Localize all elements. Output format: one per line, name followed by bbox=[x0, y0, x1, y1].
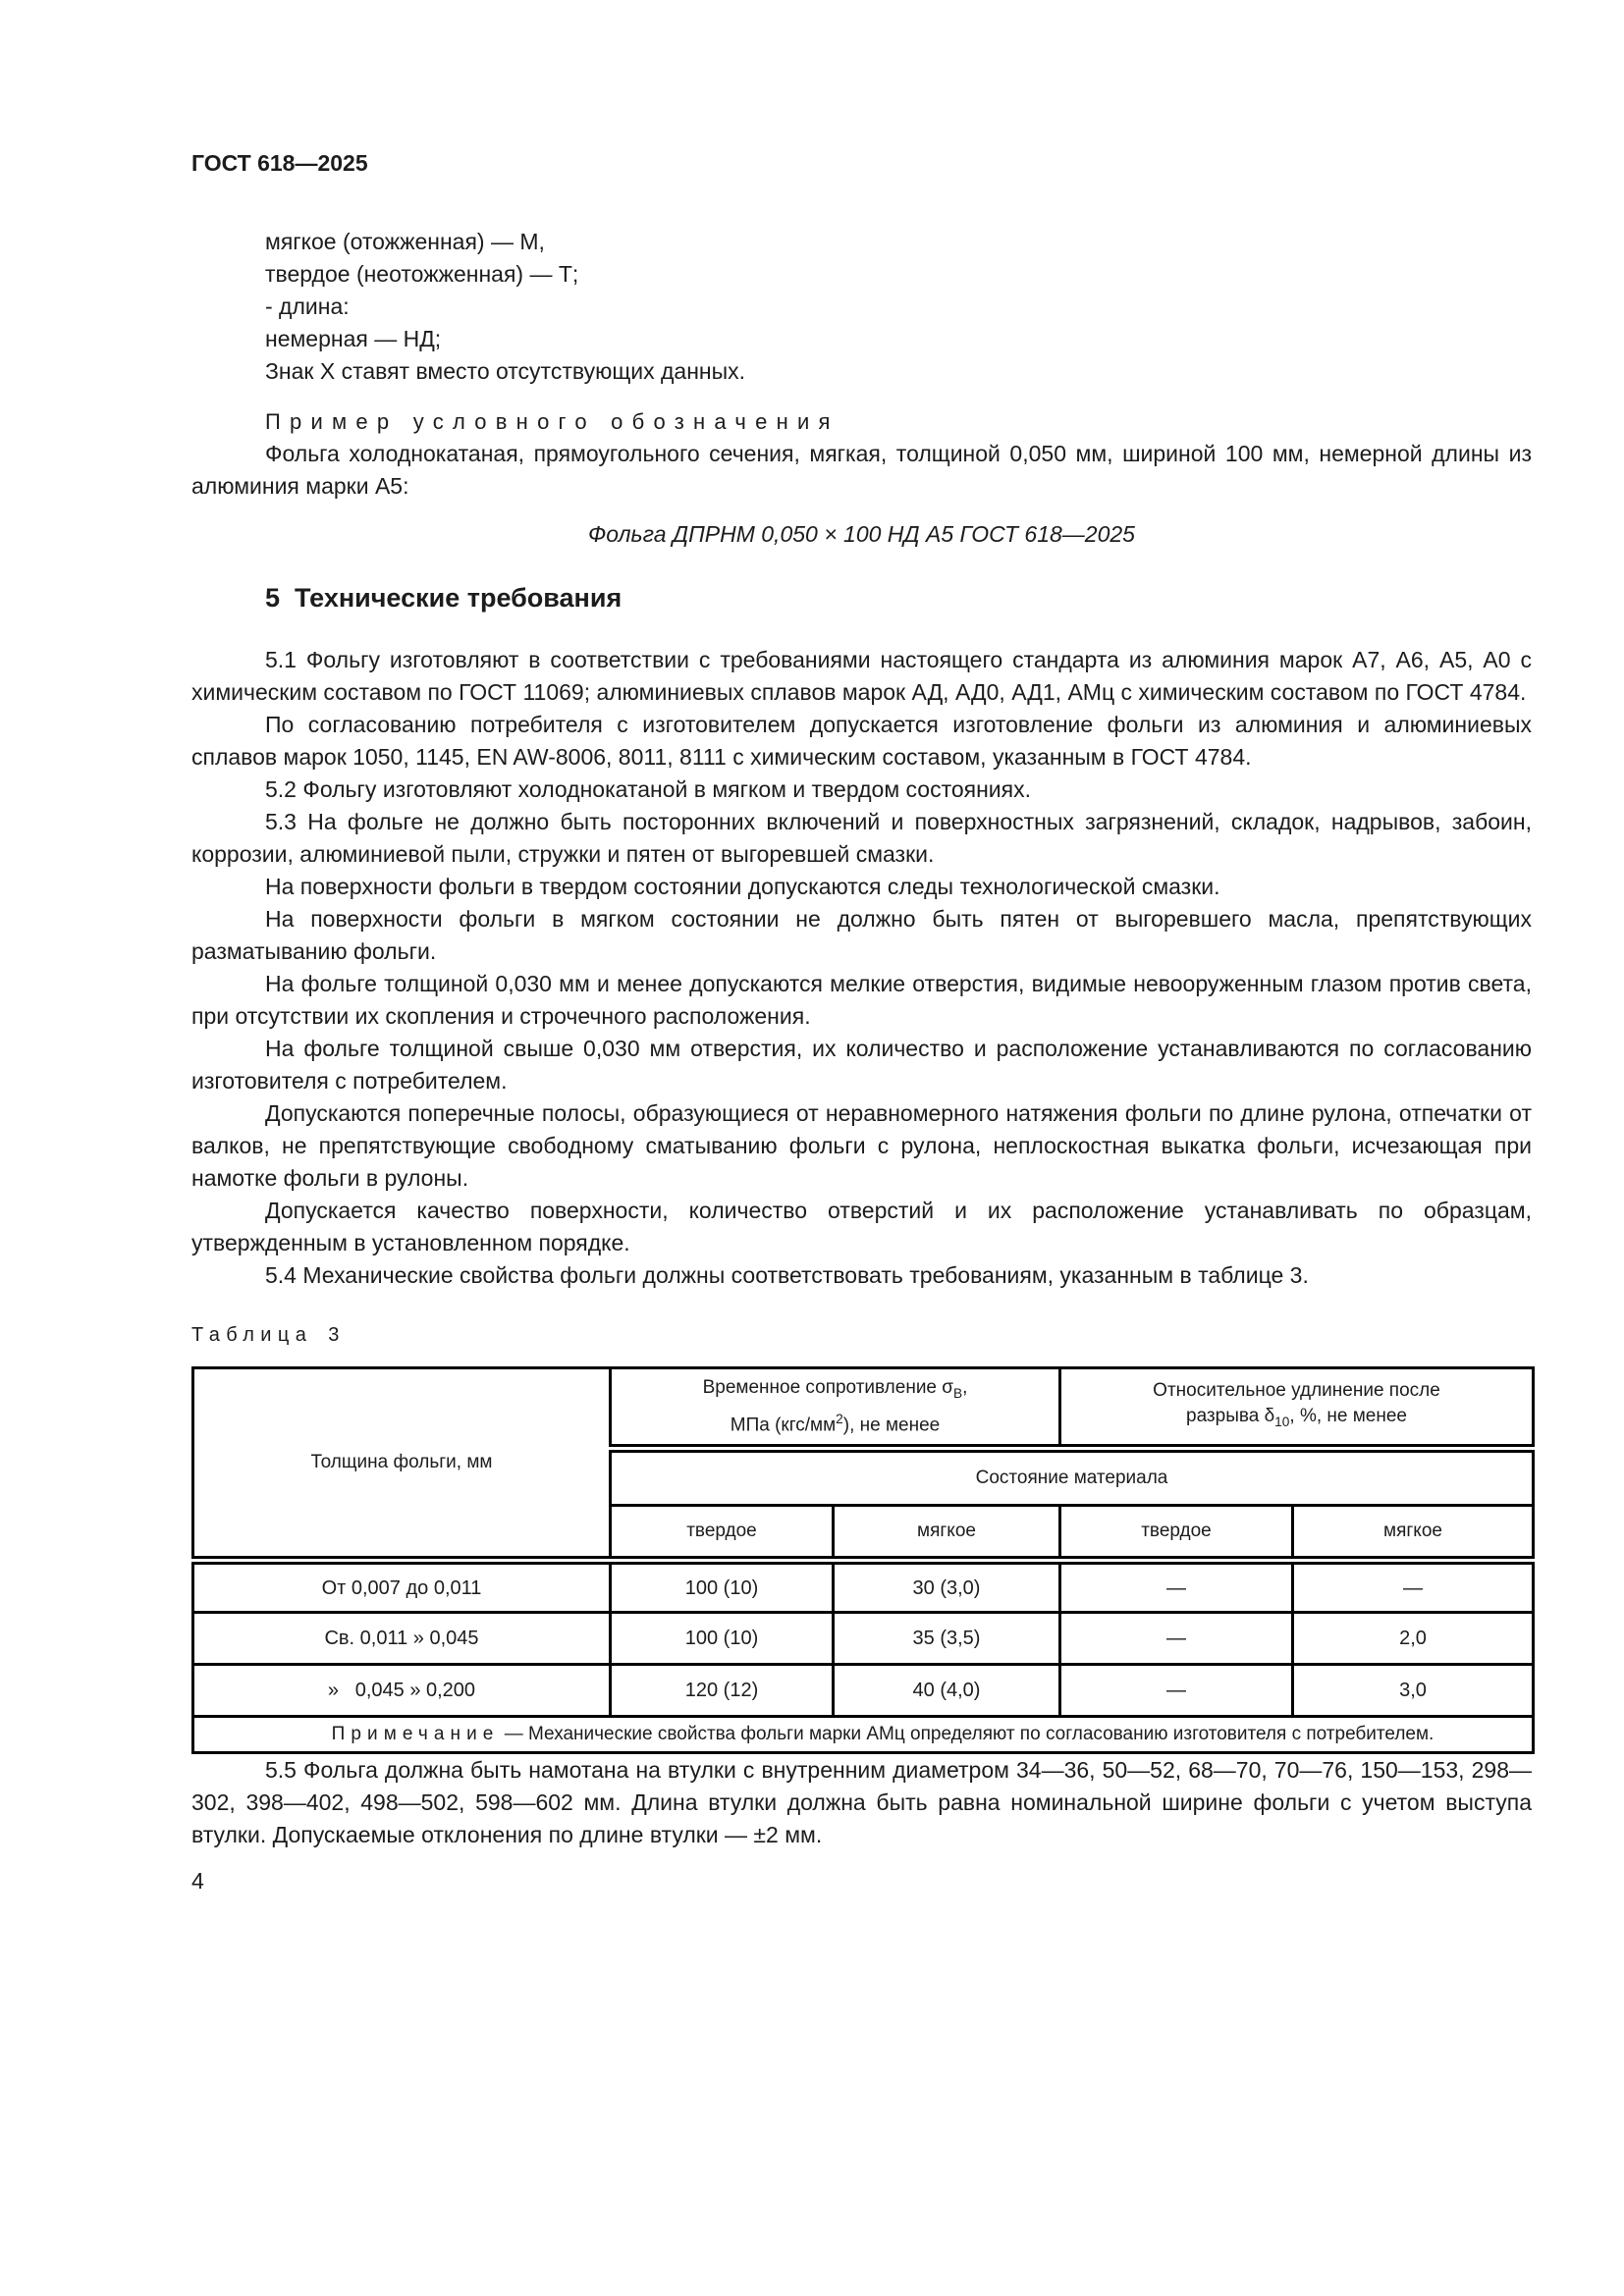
intro-line: мягкое (отожженная) — М, bbox=[265, 229, 545, 254]
cell-delta-soft: 2,0 bbox=[1293, 1613, 1534, 1665]
table-row bbox=[193, 1561, 1534, 1613]
paragraph-5-3-cont: Допускается качество поверхности, количество отверстий и их расположение устанавливать по образцам, утвержденным в установленном порядке. bbox=[191, 1198, 1532, 1255]
cell-delta-hard: — bbox=[1060, 1613, 1293, 1665]
note-dash: — bbox=[499, 1724, 528, 1744]
paragraph-5-3-cont: На фольге толщиной 0,030 мм и менее допускаются мелкие отверстия, видимые невооруженным глазом против света, при отсутствии их скопления и строчечного расположения. bbox=[191, 971, 1532, 1029]
intro-line: твердое (неотожженная) — Т; bbox=[265, 261, 579, 287]
col-header-tensile-strength: Временное сопротивление $\sigma_В$, МПа $(кгс/мм^2)$, не менее bbox=[611, 1368, 1060, 1449]
mechanical-properties-table bbox=[191, 1366, 1535, 1754]
cell-thickness: От 0,007 до 0,011 bbox=[193, 1561, 611, 1613]
section-number: 5 bbox=[265, 583, 281, 613]
page-number: 4 bbox=[191, 1868, 204, 1894]
example-heading: Пример условного обозначения bbox=[265, 409, 839, 434]
cell-delta-soft: — bbox=[1293, 1561, 1534, 1613]
cell-sigma-soft: 40 (4,0) bbox=[834, 1665, 1060, 1717]
cell-sigma-hard: 100 (10) bbox=[611, 1613, 834, 1665]
intro-line: Знак X ставят вместо отсутствующих данных. bbox=[265, 358, 746, 384]
subheader-soft: мягкое bbox=[1293, 1506, 1534, 1561]
note-label: Примечание bbox=[331, 1724, 500, 1744]
state-of-material-header: Состояние материала bbox=[611, 1449, 1534, 1506]
cell-sigma-soft: 30 (3,0) bbox=[834, 1561, 1060, 1613]
col-header-elongation: Относительное удлинение после разрыва $\delta_{10}$, %, не менее bbox=[1060, 1368, 1534, 1449]
col-header-thickness: Толщина фольги, мм bbox=[193, 1368, 611, 1561]
intro-line: - длина: bbox=[265, 294, 350, 319]
cell-thickness: Св. 0,011 » 0,045 bbox=[193, 1613, 611, 1665]
cell-sigma-hard: 100 (10) bbox=[611, 1561, 834, 1613]
designation-example: Фольга ДПРНМ 0,050 × 100 НД А5 ГОСТ 618—2025 bbox=[588, 521, 1135, 547]
cell-thickness: » 0,045 » 0,200 bbox=[193, 1665, 611, 1717]
section-heading bbox=[191, 580, 1532, 616]
table-label-number: 3 bbox=[328, 1324, 340, 1346]
cell-sigma-hard: 120 (12) bbox=[611, 1665, 834, 1717]
intro-line: немерная — НД; bbox=[265, 326, 442, 351]
paragraph-5-3-cont: На поверхности фольги в мягком состоянии не должно быть пятен от выгоревшего масла, препятствующих разматыванию фольги. bbox=[191, 906, 1532, 964]
body-text-block bbox=[191, 644, 1532, 1292]
cell-delta-hard: — bbox=[1060, 1561, 1293, 1613]
subheader-soft: мягкое bbox=[834, 1506, 1060, 1561]
table-row bbox=[193, 1665, 1534, 1717]
table-label-word: Таблица bbox=[191, 1324, 313, 1346]
subheader-hard: твердое bbox=[1060, 1506, 1293, 1561]
paragraph-5-1-cont: По согласованию потребителя с изготовителем допускается изготовление фольги из алюминия и алюминиевых сплавов марок 1050, 1145, EN AW-8006, 8011, 8111 с химическим составом, указанным в ГОСТ 4784. bbox=[191, 712, 1532, 770]
section-title: Технические требования bbox=[295, 583, 623, 613]
paragraph-5-3: 5.3 На фольге не должно быть посторонних включений и поверхностных загрязнений, складок, надрывов, забоин, коррозии, алюминиевой пыли, стружки и пятен от выгоревшей смазки. bbox=[191, 809, 1532, 867]
cell-delta-hard: — bbox=[1060, 1665, 1293, 1717]
paragraph-5-4: 5.4 Механические свойства фольги должны соответствовать требованиям, указанным в таблице 3. bbox=[265, 1262, 1309, 1288]
example-text: Фольга холоднокатаная, прямоугольного сечения, мягкая, толщиной 0,050 мм, шириной 100 мм, немерной длины из алюминия марки А5: bbox=[191, 441, 1532, 499]
subheader-hard: твердое bbox=[611, 1506, 834, 1561]
page-header: ГОСТ 618—2025 bbox=[191, 150, 368, 176]
cell-sigma-soft: 35 (3,5) bbox=[834, 1613, 1060, 1665]
table-row bbox=[193, 1613, 1534, 1665]
paragraph-5-2: 5.2 Фольгу изготовляют холоднокатаной в мягком и твердом состояниях. bbox=[265, 776, 1031, 802]
paragraph-5-1: 5.1 Фольгу изготовляют в соответствии с требованиями настоящего стандарта из алюминия марок А7, А6, А5, А0 с химическим составом по ГОСТ 11069; алюминиевых сплавов марок АД, АД0, АД1, АМц с химическим составом по ГОСТ 4784. bbox=[191, 647, 1532, 705]
note-text: Механические свойства фольги марки АМц определяют по согласованию изготовителя с потребителем. bbox=[528, 1724, 1435, 1744]
paragraph-5-3-cont: Допускаются поперечные полосы, образующиеся от неравномерного натяжения фольги по длине рулона, отпечатки от валков, не препятствующие свободному сматыванию фольги с рулона, неплоскостная выкатка фольги, исчезающая при намотке фольги в рулоны. bbox=[191, 1100, 1532, 1191]
paragraph-5-3-cont: На поверхности фольги в твердом состоянии допускаются следы технологической смазки. bbox=[265, 874, 1220, 899]
cell-delta-soft: 3,0 bbox=[1293, 1665, 1534, 1717]
intro-block bbox=[191, 226, 1532, 388]
paragraph-5-3-cont: На фольге толщиной свыше 0,030 мм отверстия, их количество и расположение устанавливаются по согласованию изготовителя с потребителем. bbox=[191, 1036, 1532, 1094]
table-label bbox=[191, 1319, 1532, 1352]
table-note bbox=[193, 1717, 1534, 1753]
paragraph-5-5: 5.5 Фольга должна быть намотана на втулки с внутренним диаметром 34—36, 50—52, 68—70, 70—76, 150—153, 298—302, 398—402, 498—502, 598—602 мм. Длина втулки должна быть равна номинальной ширине фольги с учетом выступа втулки. Допускаемые отклонения по длине втулки — ±2 мм. bbox=[191, 1757, 1532, 1847]
